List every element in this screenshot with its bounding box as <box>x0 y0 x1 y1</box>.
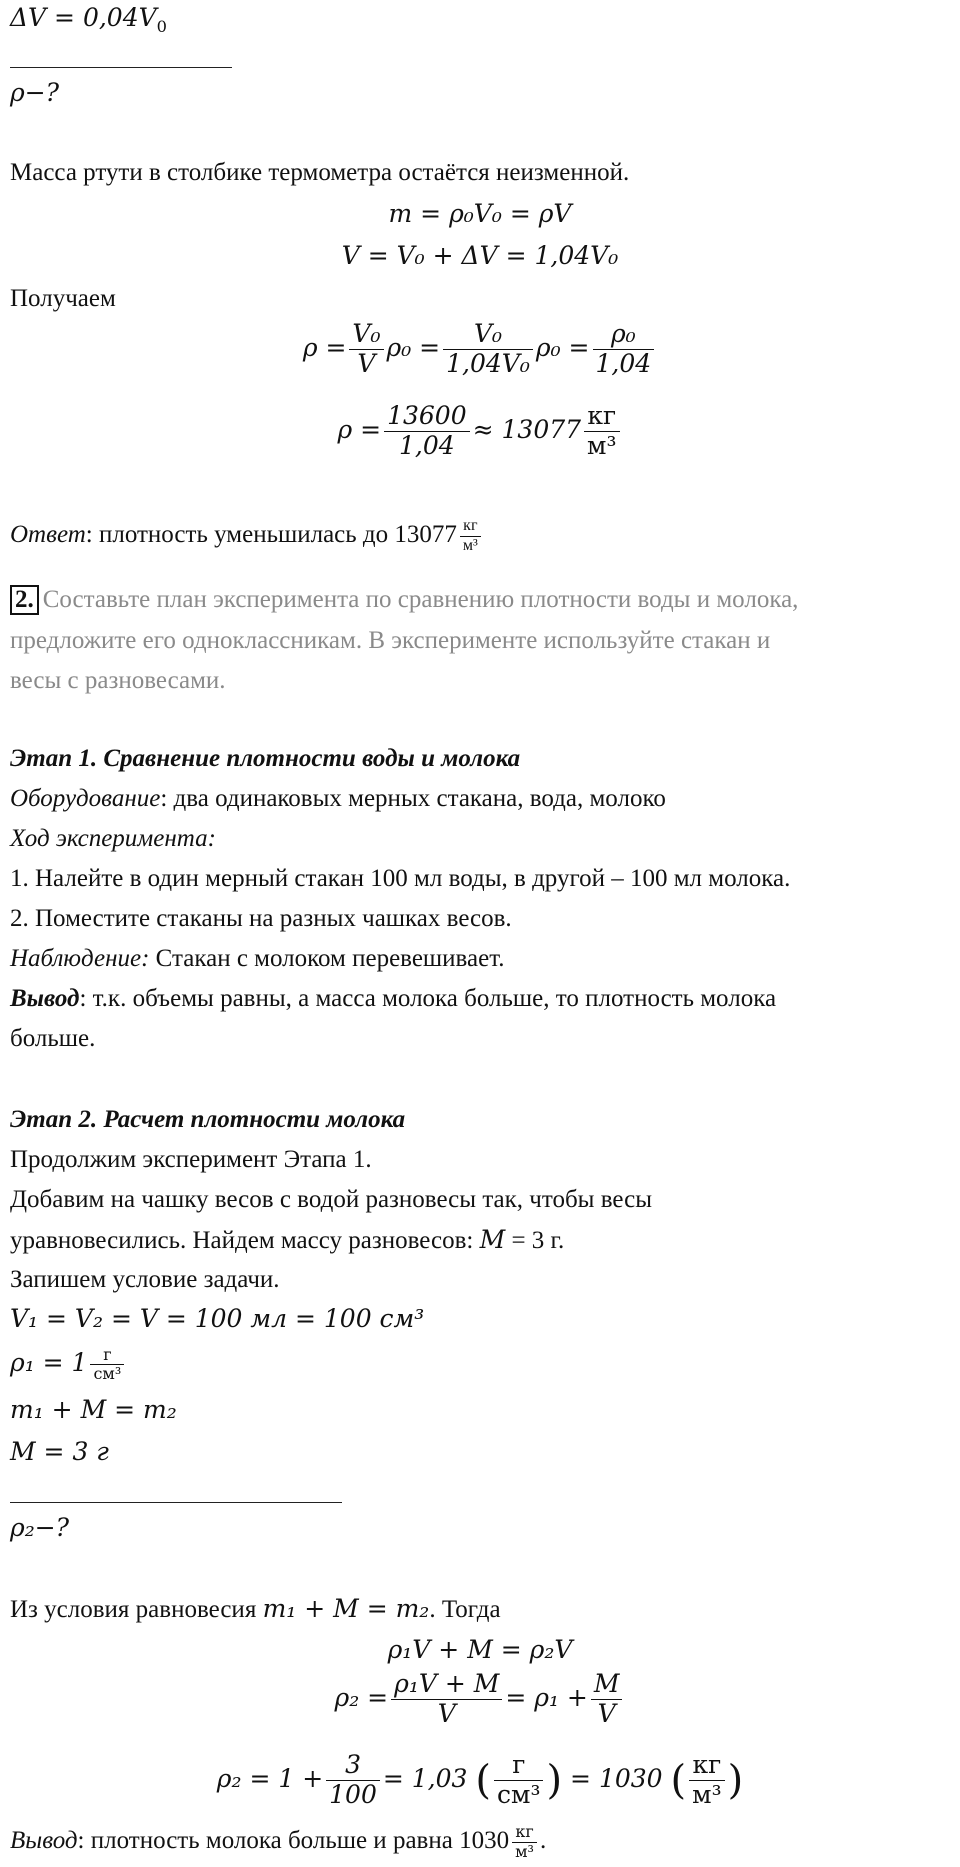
line-text: уравновесились. Найдем массу разновесов: <box>10 1227 480 1254</box>
fraction-num: 13600 <box>384 402 470 432</box>
line-math: M <box>479 1225 506 1254</box>
eq-mid: = ρ₁ + <box>505 1683 588 1712</box>
eq-mid: = 1030 <box>570 1764 663 1793</box>
fraction-num: V₀ <box>349 320 383 350</box>
unit-fraction <box>512 1823 537 1861</box>
fraction-num: ρ₀ <box>593 320 655 350</box>
unit-fraction <box>689 1751 724 1810</box>
conclusion-label: Вывод <box>10 1827 78 1854</box>
unit-num: кг <box>460 517 481 536</box>
unit-num: кг <box>689 1751 724 1781</box>
given-weights-mass: M = 3 г <box>10 1437 109 1466</box>
task2-text: Составьте план эксперимента по сравнению плотности воды и молока, <box>42 586 799 613</box>
unit-den: м³ <box>587 431 617 460</box>
stage2-conclusion <box>10 1818 546 1864</box>
eq-lhs: ρ₁ = 1 <box>10 1348 88 1377</box>
fraction-den: V <box>437 1699 456 1728</box>
stage2-line4: Запишем условие задачи. <box>10 1266 280 1293</box>
given-water-density <box>10 1340 127 1386</box>
unit-num: кг <box>512 1823 537 1842</box>
conclusion-label: Вывод <box>10 985 80 1012</box>
mass-note: Масса ртути в столбике термометра остаётся неизменной. <box>10 159 630 186</box>
eq-mid: = 1,03 <box>382 1764 468 1793</box>
eq-approx: ≈ 13077 <box>472 415 582 444</box>
stage1-title: Этап 1. Сравнение плотности воды и молока <box>10 745 521 772</box>
stage2-line1: Продолжим эксперимент Этапа 1. <box>10 1146 372 1173</box>
given-divider-2 <box>10 1502 342 1503</box>
fraction-den: 1,04 <box>399 431 455 460</box>
eq-lhs: ρ₂ = <box>334 1683 389 1712</box>
conclusion-text: : плотность молока больше и равна 1030 <box>77 1827 510 1854</box>
fraction <box>591 1670 623 1729</box>
unit-num: кг <box>584 402 619 432</box>
given-mass-balance: m₁ + M = m₂ <box>10 1395 177 1424</box>
stage2-title: Этап 2. Расчет плотности молока <box>10 1106 406 1133</box>
unit-den: м³ <box>515 1841 534 1861</box>
equipment-text: : два одинаковых мерных стакана, вода, молоко <box>160 785 666 812</box>
observation-label: Наблюдение: <box>10 945 150 972</box>
stage1-step2: 2. Поместите стаканы на разных чашках весов. <box>10 905 512 932</box>
equation-volume: V = V₀ + ΔV = 1,04V₀ <box>341 241 619 270</box>
line-tail: = 3 г. <box>505 1227 565 1254</box>
given-volumes: V₁ = V₂ = V = 100 мл = 100 см³ <box>10 1304 425 1333</box>
equilibrium-intro <box>10 1593 501 1626</box>
obtain-label: Получаем <box>10 285 116 312</box>
fraction <box>384 402 470 461</box>
equation-mass: m = ρ₀V₀ = ρV <box>388 199 572 228</box>
stage1-conclusion-cont: больше. <box>10 1025 96 1052</box>
fraction-den: 100 <box>329 1780 377 1809</box>
fraction-num: 3 <box>326 1751 380 1781</box>
task-number-badge: 2. <box>10 585 39 615</box>
equation-balance: ρ₁V + M = ρ₂V <box>387 1635 573 1664</box>
observation-text: Стакан с молоком перевешивает. <box>149 945 505 972</box>
intro-text: Из условия равновесия <box>10 1596 263 1623</box>
equation-density-value <box>0 400 960 461</box>
fraction-num: ρ₁V + M <box>391 1670 502 1700</box>
unit-num: г <box>90 1346 124 1365</box>
answer-text: : плотность уменьшилась до 13077 <box>85 521 457 548</box>
intro-math: m₁ + M = m₂ <box>262 1594 430 1623</box>
unit-den: м³ <box>462 536 478 554</box>
fraction <box>349 320 383 379</box>
task2-line1 <box>10 584 798 616</box>
fraction-num: M <box>591 1670 623 1700</box>
stage2-line2: Добавим на чашку весов с водой разновесы так, чтобы весы <box>10 1186 652 1213</box>
fraction-num: V₀ <box>443 320 533 350</box>
unit-fraction <box>494 1751 543 1810</box>
given-delta-v-sub: 0 <box>156 17 168 36</box>
answer-unit <box>460 517 481 555</box>
eq-mid: ρ₀ = <box>386 333 441 362</box>
intro-tail: . Тогда <box>429 1596 501 1623</box>
unit-den: см³ <box>93 1364 122 1383</box>
fraction <box>326 1751 380 1810</box>
equation-rho2-formula <box>0 1667 960 1729</box>
unit-den: м³ <box>692 1780 722 1809</box>
conclusion-text: : т.к. объемы равны, а масса молока больше, то плотность молока <box>79 985 777 1012</box>
unit-fraction <box>584 402 619 461</box>
eq-mid: ρ₀ = <box>535 333 590 362</box>
fraction-den: V <box>597 1699 616 1728</box>
stage1-observation <box>10 943 505 975</box>
task2-line3: весы с разновесами. <box>10 667 226 694</box>
fraction-den: V <box>357 349 376 378</box>
unit-den: см³ <box>497 1780 541 1809</box>
task2-line2: предложите его одноклассникам. В эксперименте используйте стакан и <box>10 627 771 654</box>
find-rho2: ρ₂−? <box>10 1513 70 1542</box>
eq-lhs: ρ = <box>302 333 347 362</box>
stage1-equipment <box>10 783 666 815</box>
stage1-course-label: Ход эксперимента: <box>10 825 216 852</box>
given-delta-v <box>10 2 167 43</box>
stage1-step1: 1. Налейте в один мерный стакан 100 мл воды, в другой – 100 мл молока. <box>10 865 791 892</box>
unit-fraction <box>90 1346 124 1384</box>
fraction-den: 1,04V₀ <box>446 349 530 378</box>
conclusion-end: . <box>539 1827 547 1854</box>
find-rho: ρ−? <box>10 78 60 107</box>
unit-num: г <box>494 1751 543 1781</box>
equipment-label: Оборудование <box>10 785 161 812</box>
answer-label: Ответ <box>10 521 86 548</box>
answer-line <box>10 510 484 560</box>
fraction-den: 1,04 <box>595 349 652 378</box>
fraction <box>443 320 533 379</box>
equation-density-ratio <box>0 318 960 379</box>
eq-lhs: ρ = <box>337 415 382 444</box>
eq-lhs: ρ₂ = 1 + <box>216 1764 324 1793</box>
equation-rho2-value: ρ₂ = 1 + $\frac{3}{100}$ = 1,03 ( $\frac{г}{\text{см³}}$ ) = 1030 ( $\frac{кг}{\text{м³}}$ ) <box>216 1750 744 1809</box>
fraction <box>593 320 655 379</box>
fraction <box>391 1670 502 1729</box>
given-divider <box>10 67 232 68</box>
given-delta-v-text: ΔV = 0,04V <box>10 3 157 32</box>
stage1-conclusion <box>10 983 776 1015</box>
stage2-line3 <box>10 1224 564 1257</box>
